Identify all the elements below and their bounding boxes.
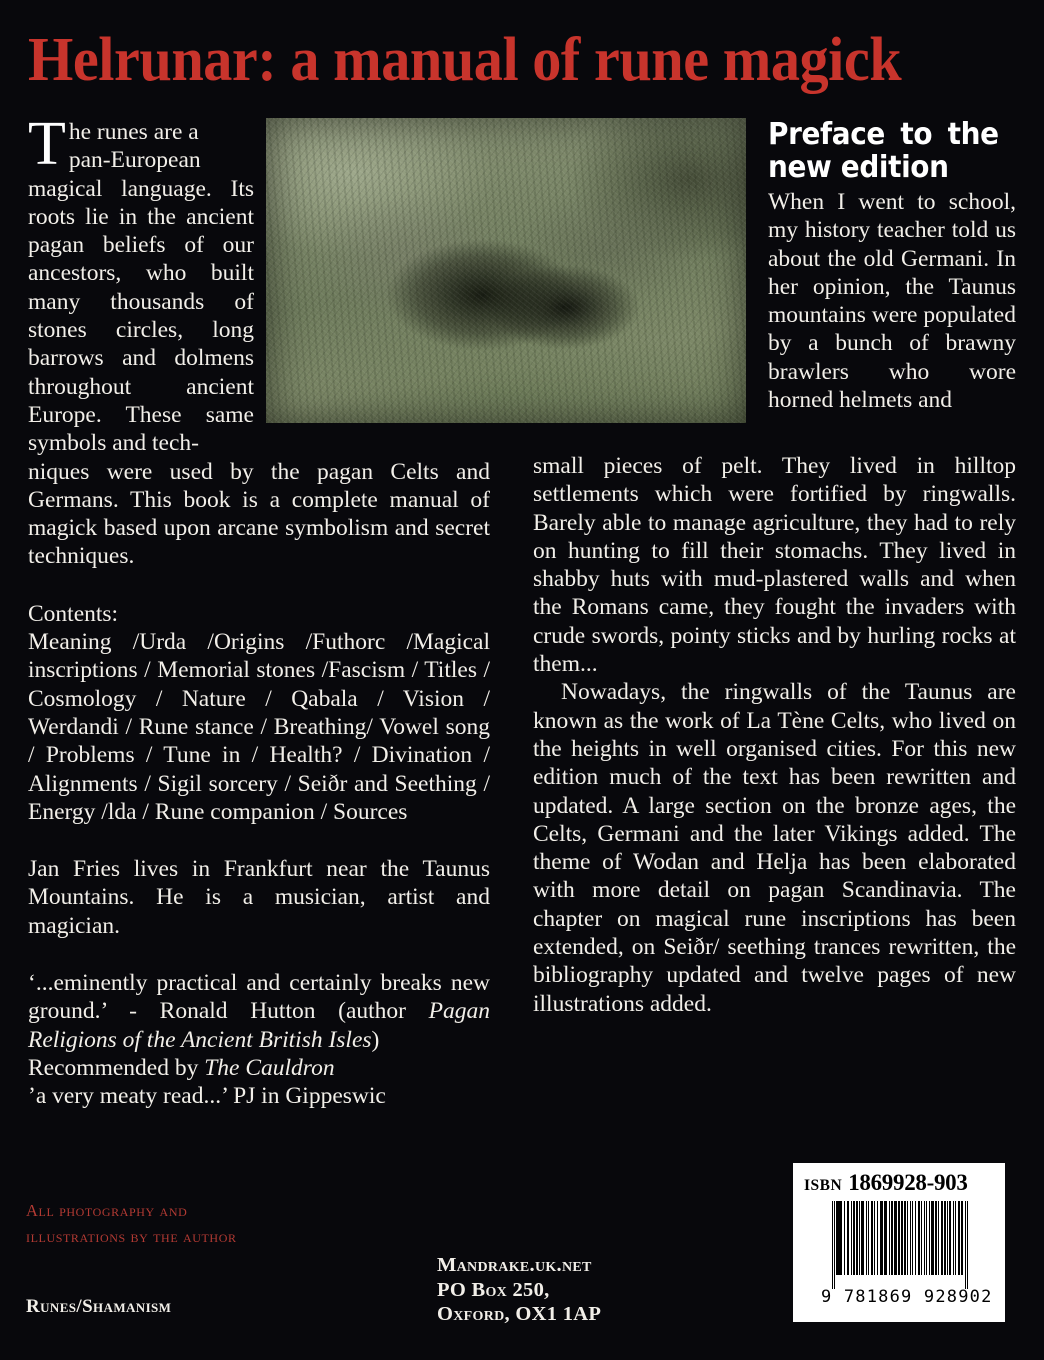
publisher-block: [437, 1253, 601, 1327]
preface-heading: Preface to the new edition: [768, 117, 999, 185]
spacer: [28, 826, 490, 855]
contents-list: Meaning /Urda /Origins /Futhorc /Magical inscriptions / Memorial stones /Fascism / Titles / Cosmology / Nature / Qabala / Vision / Werdandi / Rune stance / Breathing/ Vowel song / Problems / Tune in / Health? / Divination / Alignments / Sigil sorcery / Seiðr and Seething / Energy /lda / Rune companion / Sources: [28, 629, 490, 825]
spacer: [28, 940, 490, 969]
publisher-po-box: PO Box 250,: [437, 1278, 550, 1301]
preface-paragraph-wide: small pieces of pelt. They lived in hilltop settlements which were fortified by ringwalls. Barely able to manage agriculture, they had to rely on hunting to fill their stomachs. They lived in shabby huts with mud-plastered walls and when the Romans came, they fought the invaders with crude swords, pointy sticks and by hurling rocks at them...: [533, 453, 1016, 678]
review-quote-2: [28, 1054, 490, 1082]
review-1-title: Pagan Religions of the Ancient British Isles: [28, 998, 490, 1053]
preface-paragraph-narrow: When I went to school, my history teacher told us about the old Germani. In her opinion, the Taunus mountains were populated by a bunch of brawny brawlers who wore horned helmets and: [768, 189, 1016, 414]
isbn-line: [804, 1170, 968, 1196]
intro-rest: magical language. Its roots lie in the ancient pagan beliefs of our ancestors, who built many thousands of stones circles, long barrows and dolmens throughout ancient Europe. These same symbols and tech-: [28, 175, 254, 457]
isbn-number: 1869928-903: [848, 1170, 968, 1195]
intro-paragraph: [28, 110, 490, 458]
publisher-city: Oxford, OX1 1AP: [437, 1303, 602, 1325]
photo-credit: [26, 1198, 326, 1250]
preface-paragraph-2: Nowadays, the ringwalls of the Taunus are known as the work of La Tène Celts, who lived on the heights in well organised cities. For this new edition much of the text has been rewritten and updated. A large section on the bronze ages, the Celts, Germani and the later Vikings added. The theme of Wodan and Helja has been elaborated with more detail on pagan Scandinavia. The chapter on magical rune inscriptions has been extended, on Seiðr/ seething trances rewritten, the bibliography updated and twelve pages of new illustrations added.: [533, 679, 1016, 1017]
right-column: [768, 118, 1016, 414]
credit-line-1: All photography and: [26, 1201, 188, 1220]
review-2-text: Recommended by: [28, 1054, 205, 1081]
category-label: Runes/Shamanism: [26, 1296, 172, 1317]
barcode-bars: [832, 1201, 968, 1289]
page-title: Helrunar: a manual of rune magick: [28, 26, 902, 94]
publisher-website: Mandrake.uk.net: [437, 1254, 592, 1276]
intro-line-2: pan-European: [68, 147, 201, 174]
credit-line-2: illustrations by the author: [26, 1227, 237, 1246]
left-column: [28, 110, 490, 1111]
author-bio: Jan Fries lives in Frankfurt near the Taunus Mountains. He is a musician, artist and magician.: [28, 856, 490, 939]
isbn-barcode-block: [793, 1163, 1005, 1322]
contents-label: Contents:: [28, 600, 119, 627]
review-quote-1: [28, 969, 490, 1054]
review-quote-3: ’a very meaty read...’ PJ in Gippeswic: [28, 1083, 386, 1110]
barcode-digits: 9 781869 928902: [821, 1287, 993, 1307]
review-1-close: ): [371, 1026, 380, 1053]
review-2-title: The Cauldron: [204, 1054, 335, 1081]
preface-continuation: [533, 452, 1016, 1018]
isbn-label: ISBN: [804, 1177, 843, 1194]
intro-line-1: he runes are a: [68, 119, 199, 145]
photo-text-wrap-spacer: [254, 118, 490, 438]
spacer: [28, 571, 490, 600]
review-1-text: ‘...eminently practical and certainly breaks new ground.’ - Ronald Hutton (author: [28, 970, 490, 1025]
drop-cap: T: [28, 110, 66, 178]
intro-continued: niques were used by the pagan Celts and Germans. This book is a complete manual of magick based upon arcane symbolism and secret techniques.: [28, 458, 490, 570]
